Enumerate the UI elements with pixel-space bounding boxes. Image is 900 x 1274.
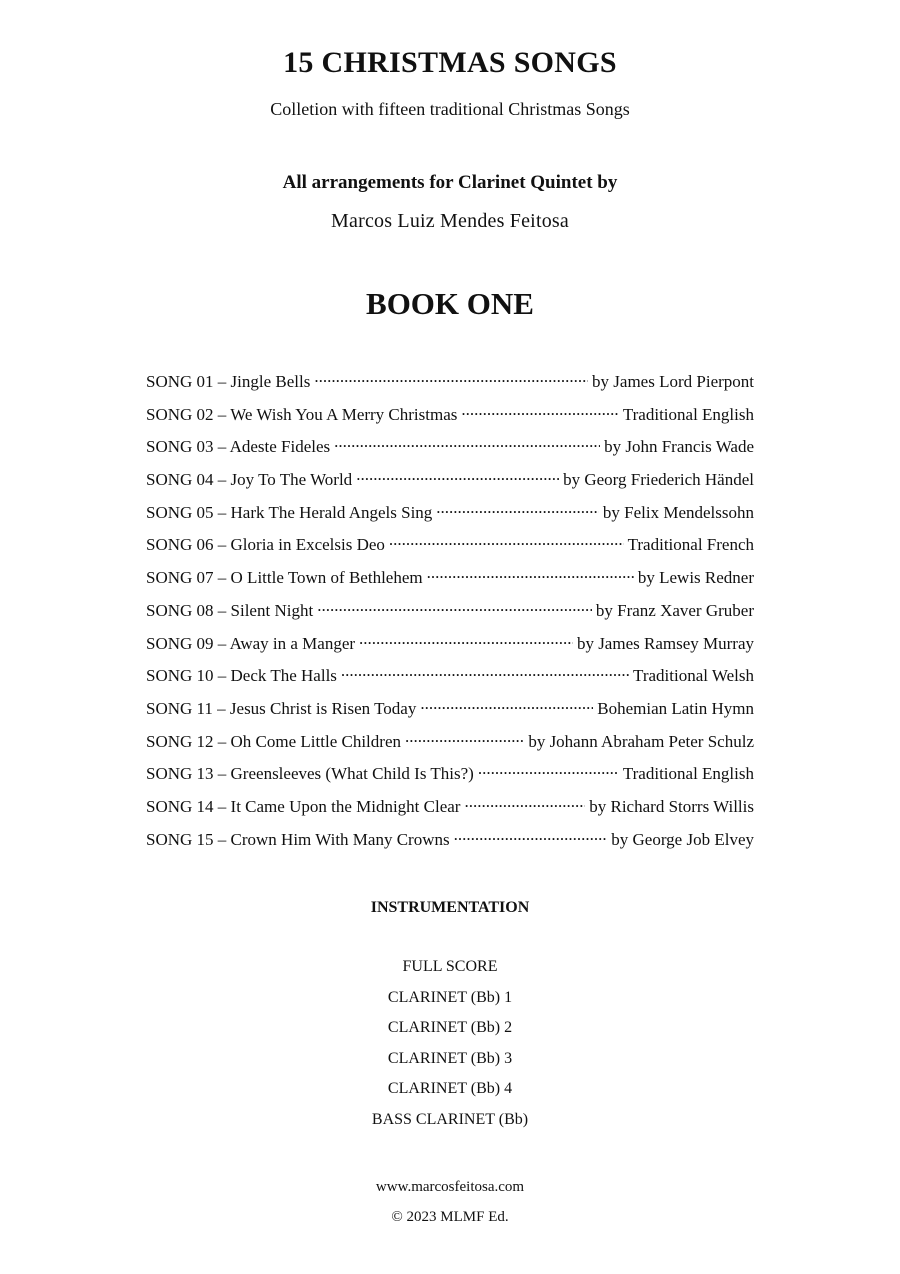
song-author: Traditional English [622, 404, 754, 424]
dot-leader [359, 632, 573, 649]
instrument-item: CLARINET (Bb) 2 [387, 1019, 513, 1036]
document-title: 15 CHRISTMAS SONGS [283, 46, 617, 79]
song-entry-05 [146, 501, 754, 534]
song-title: SONG 12 – Oh Come Little Children [146, 731, 401, 751]
song-entry-02 [146, 403, 754, 436]
song-author: by Felix Mendelssohn [602, 502, 754, 522]
arranger-name: Marcos Luiz Mendes Feitosa [331, 210, 569, 232]
dot-leader [334, 435, 600, 452]
song-entry-07 [146, 566, 754, 599]
copyright-notice: © 2023 MLMF Ed. [391, 1209, 509, 1225]
instrumentation-list [0, 958, 900, 1141]
song-entry-06 [146, 533, 754, 566]
song-author: by Richard Storrs Willis [589, 796, 754, 816]
instrument-item: CLARINET (Bb) 4 [387, 1080, 513, 1097]
dot-leader [389, 533, 624, 550]
song-entry-11 [146, 697, 754, 730]
instrument-item: CLARINET (Bb) 3 [387, 1049, 513, 1067]
dot-leader [420, 697, 593, 714]
dot-leader [317, 599, 592, 616]
song-entry-08 [146, 599, 754, 632]
song-author: Bohemian Latin Hymn [597, 698, 754, 718]
song-title: SONG 14 – It Came Upon the Midnight Clear [146, 796, 461, 816]
song-author: by Johann Abraham Peter Schulz [528, 731, 754, 751]
song-entry-12 [146, 730, 754, 763]
dot-leader [464, 795, 585, 812]
song-author: by John Francis Wade [604, 437, 754, 457]
instrumentation-heading: INSTRUMENTATION [370, 899, 530, 916]
song-title: SONG 02 – We Wish You A Merry Christmas [146, 404, 458, 424]
dot-leader [454, 828, 608, 845]
song-title: SONG 13 – Greensleeves (What Child Is This?) [146, 764, 474, 784]
song-entry-14 [146, 795, 754, 828]
song-entry-03 [146, 435, 754, 468]
song-title: SONG 05 – Hark The Herald Angels Sing [146, 502, 433, 522]
song-title: SONG 04 – Joy To The World [146, 470, 353, 490]
instrument-item: CLARINET (Bb) 1 [387, 988, 513, 1006]
song-title: SONG 11 – Jesus Christ is Risen Today [146, 698, 417, 718]
website-url: www.marcosfeitosa.com [375, 1179, 525, 1195]
song-title: SONG 03 – Adeste Fideles [146, 437, 331, 457]
dot-leader [405, 730, 524, 747]
song-author: Traditional English [622, 764, 754, 784]
dot-leader [341, 664, 629, 681]
song-entry-10 [146, 664, 754, 697]
dot-leader [436, 501, 599, 518]
dot-leader [356, 468, 559, 485]
song-title: SONG 10 – Deck The Halls [146, 666, 337, 686]
dot-leader [478, 762, 619, 779]
song-author: Traditional Welsh [633, 666, 754, 686]
song-list [146, 370, 754, 860]
song-author: by Georg Friederich Händel [563, 470, 754, 490]
song-author: by James Ramsey Murray [576, 633, 754, 653]
song-title: SONG 09 – Away in a Manger [146, 633, 356, 653]
song-author: by James Lord Pierpont [592, 372, 754, 391]
song-title: SONG 06 – Gloria in Excelsis Deo [146, 535, 385, 555]
instrument-item: FULL SCORE [402, 958, 498, 975]
book-title: BOOK ONE [366, 286, 534, 321]
song-title: SONG 08 – Silent Night [146, 600, 314, 620]
song-title: SONG 01 – Jingle Bells [146, 372, 311, 391]
song-author: by Franz Xaver Gruber [595, 600, 754, 620]
song-entry-13 [146, 762, 754, 795]
dot-leader [461, 403, 618, 420]
song-entry-15 [146, 828, 754, 861]
song-title: SONG 07 – O Little Town of Bethlehem [146, 568, 423, 588]
instrument-item: BASS CLARINET (Bb) [371, 1110, 529, 1128]
dot-leader [427, 566, 634, 583]
song-author: by George Job Elvey [611, 829, 754, 849]
song-entry-04 [146, 468, 754, 501]
arrangement-heading: All arrangements for Clarinet Quintet by [282, 172, 618, 193]
document-subtitle: Colletion with fifteen traditional Christmas Songs [270, 99, 630, 119]
song-title: SONG 15 – Crown Him With Many Crowns [146, 829, 450, 849]
song-author: Traditional French [627, 535, 754, 555]
song-author: by Lewis Redner [637, 568, 754, 588]
dot-leader [314, 370, 588, 387]
song-entry-01 [146, 370, 754, 403]
song-entry-09 [146, 632, 754, 665]
